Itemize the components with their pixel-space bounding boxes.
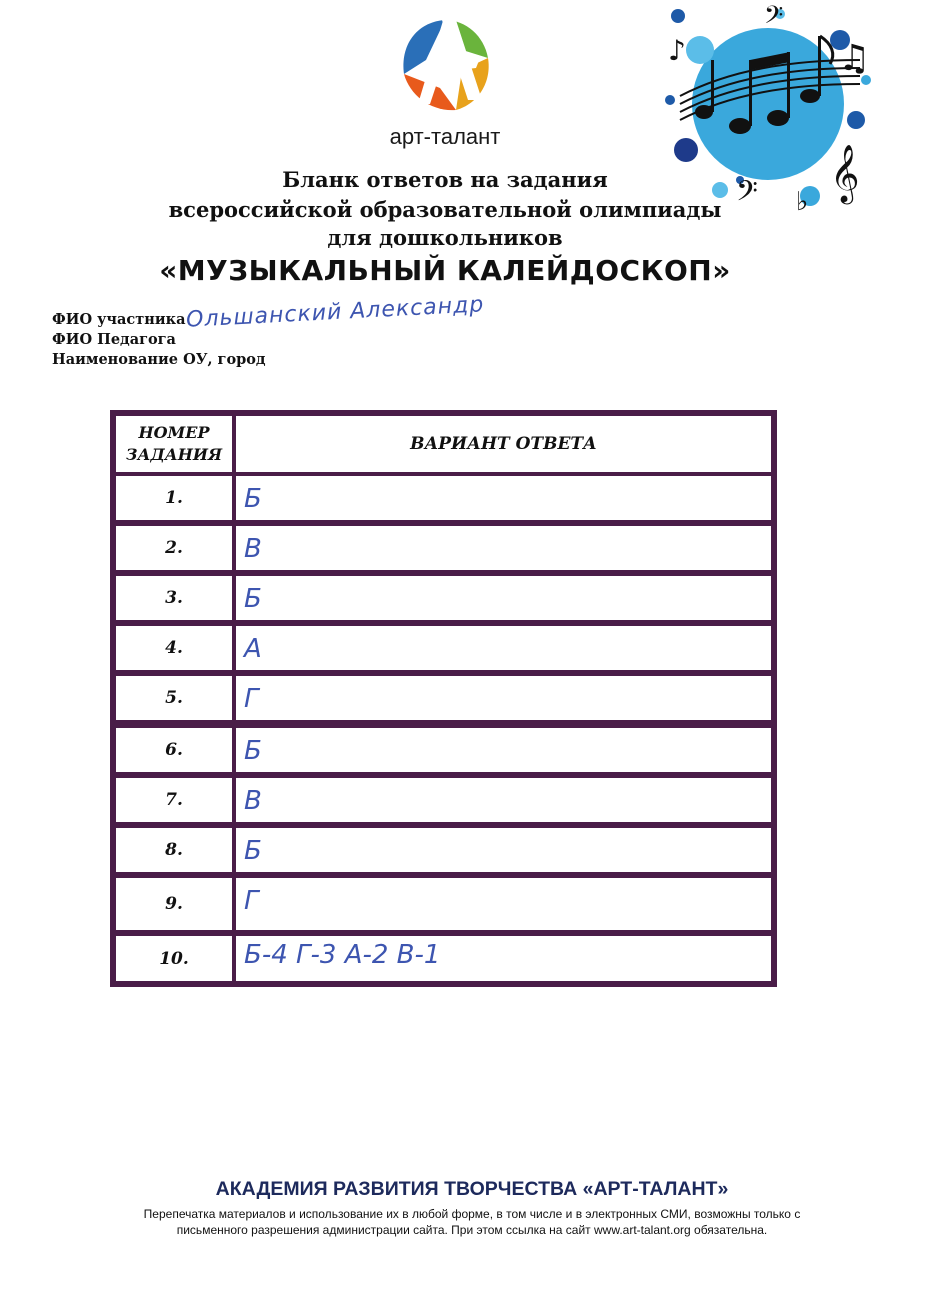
- answer-value: Б-4 Г-3 А-2 В-1: [244, 940, 441, 970]
- task-number: 7.: [116, 778, 232, 822]
- organization-label: Наименование ОУ, город: [52, 351, 266, 368]
- answer-value: В: [244, 786, 262, 816]
- svg-text:𝄢: 𝄢: [736, 175, 758, 212]
- art-talant-logo-icon: [396, 8, 494, 118]
- table-header-row: [110, 410, 777, 472]
- task-number: 2.: [116, 526, 232, 570]
- copyright-line-2: письменного разрешения администрации сайта. При этом ссылка на сайт www.art-talant.org обязательна.: [176, 1223, 768, 1237]
- answer-cell: [236, 728, 771, 772]
- answer-cell: [236, 778, 771, 822]
- answer-value: Г: [244, 886, 259, 916]
- svg-text:♫: ♫: [838, 38, 871, 79]
- header-answer: ВАРИАНТ ОТВЕТА: [236, 416, 771, 472]
- answer-value: Б: [244, 584, 262, 614]
- task-number: 4.: [116, 626, 232, 670]
- olympiad-title: «МУЗЫКАЛЬНЫЙ КАЛЕЙДОСКОП»: [159, 254, 731, 287]
- copyright-line-1: Перепечатка материалов и использование их в любой форме, в том числе и в электронных СМИ, возможны только с: [143, 1207, 801, 1221]
- answer-cell: [236, 476, 771, 520]
- answer-cell: [236, 828, 771, 872]
- answer-cell: [236, 676, 771, 720]
- title-line-1: Бланк ответов на задания: [282, 167, 608, 192]
- answer-cell: [236, 576, 771, 620]
- task-number: 5.: [116, 676, 232, 720]
- svg-text:♭: ♭: [796, 187, 809, 212]
- brand-name: арт-талант: [389, 124, 501, 149]
- participant-label: ФИО участника: [52, 311, 186, 328]
- answer-cell: [236, 936, 771, 981]
- header-task-number: [116, 416, 232, 472]
- title-line-2: всероссийской образовательной олимпиады: [168, 197, 722, 222]
- teacher-label: ФИО Педагога: [52, 331, 176, 348]
- answer-value: Г: [244, 684, 259, 714]
- answer-value: Б: [244, 484, 262, 514]
- task-number: 3.: [116, 576, 232, 620]
- copyright-notice: [80, 1206, 864, 1238]
- header-task-number-line1: НОМЕР: [138, 423, 210, 442]
- svg-text:𝄞: 𝄞: [830, 144, 860, 202]
- answer-cell: [236, 526, 771, 570]
- answer-value: В: [244, 534, 262, 564]
- answer-cell: [236, 626, 771, 670]
- title-line-3: для дошкольников: [327, 225, 563, 250]
- answer-value: Б: [244, 836, 262, 866]
- answer-cell: [236, 878, 771, 930]
- academy-name: АКАДЕМИЯ РАЗВИТИЯ ТВОРЧЕСТВА «АРТ-ТАЛАНТ»: [215, 1178, 729, 1200]
- task-number: 10.: [116, 936, 232, 981]
- answer-value: Б: [244, 736, 262, 766]
- task-number: 6.: [116, 728, 232, 772]
- svg-text:♪: ♪: [668, 34, 686, 67]
- svg-text:𝄢: 𝄢: [764, 1, 784, 36]
- header-task-number-line2: ЗАДАНИЯ: [125, 445, 223, 464]
- task-number: 8.: [116, 828, 232, 872]
- task-number: 1.: [116, 476, 232, 520]
- participant-name-handwritten: Ольшанский Александр: [185, 292, 485, 333]
- answer-value: А: [244, 634, 262, 664]
- task-number: 9.: [116, 878, 232, 930]
- answer-table: [110, 410, 777, 987]
